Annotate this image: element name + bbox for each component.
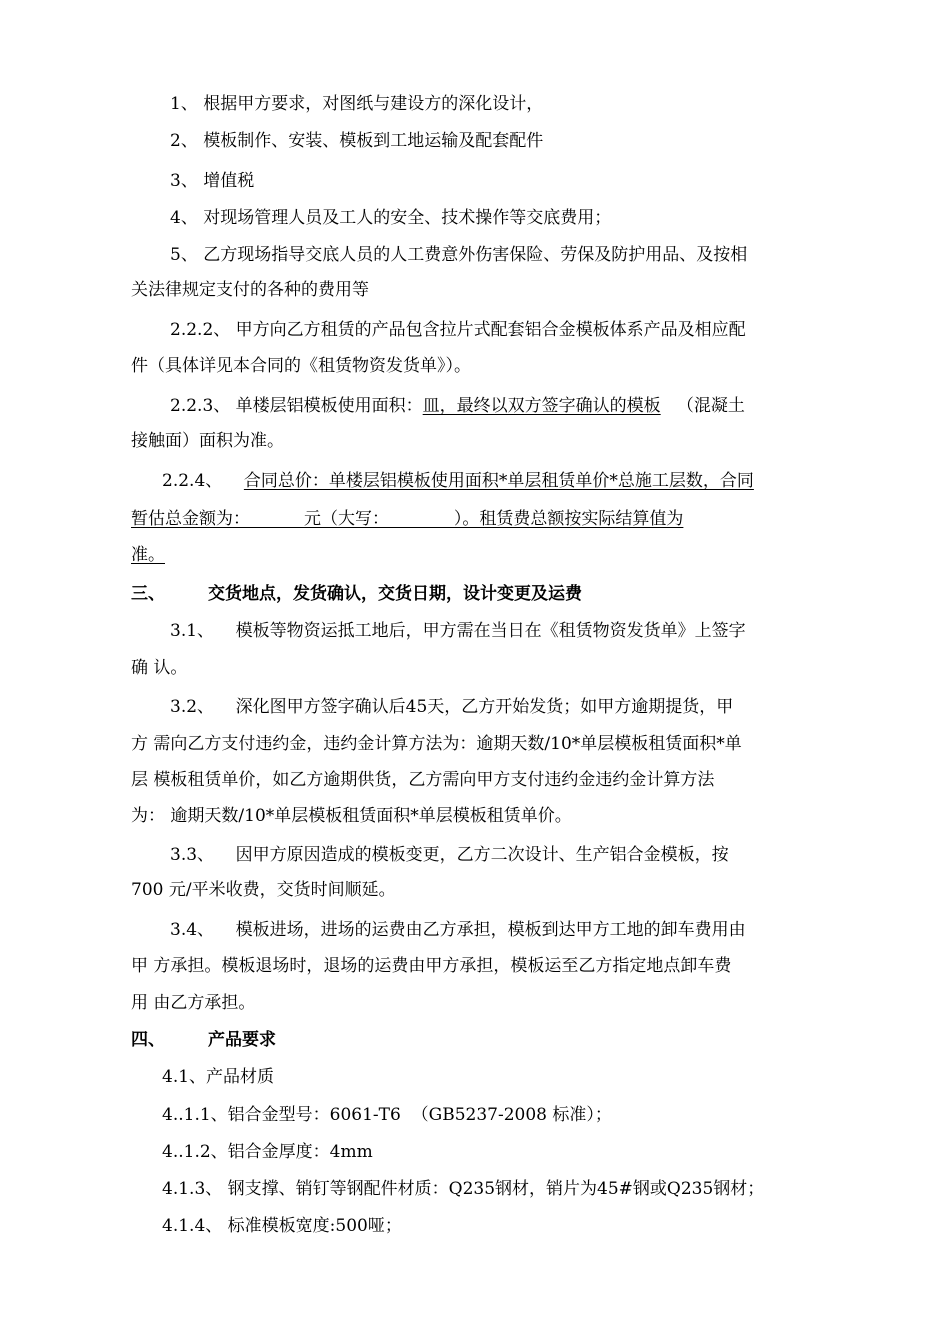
list-item-1: 1、 根据甲方要求，对图纸与建设方的深化设计， — [170, 94, 544, 114]
clause-2-2-2: 2.2.2、 甲方向乙方租赁的产品包含拉片式配套铝合金模板体系产品及相应配 — [170, 320, 746, 340]
section-4-number: 四、 — [131, 1030, 165, 1050]
list-item-3: 3、 增值税 — [170, 171, 255, 191]
section-3-heading: 交货地点，发货确认，交货日期，设计变更及运费 — [208, 584, 582, 604]
section-3-number: 三、 — [131, 584, 165, 604]
clause-3-4-cont-1: 甲 方承担。模板退场时，退场的运费由甲方承担，模板运至乙方指定地点卸车费 — [131, 956, 732, 976]
list-item-5-cont: 关法律规定支付的各种的费用等 — [131, 280, 369, 300]
clause-2-2-3-cont: 接触面）面积为准。 — [131, 431, 284, 451]
clause-3-1: 3.1、 模板等物资运抵工地后，甲方需在当日在《租赁物资发货单》上签字 — [170, 621, 746, 641]
clause-2-2-2-cont: 件（具体详见本合同的《租赁物资发货单》）。 — [131, 356, 471, 376]
clause-3-2-cont-3: 为： 逾期天数/10*单层模板租赁面积*单层模板租赁单价。 — [131, 806, 572, 826]
clause-4-1-2: 4..1.2、铝合金厚度：4mm — [162, 1142, 373, 1162]
clause-3-4-cont-2: 用 由乙方承担。 — [131, 993, 256, 1013]
clause-2-2-3 — [170, 395, 745, 417]
clause-2-2-4-text: 合同总价：单楼层铝模板使用面积*单层租赁单价*总施工层数，合同 — [243, 471, 754, 491]
clause-2-2-4-cont: 暂估总金额为： 元（大写： ）。租赁费总额按实际结算值为 — [131, 509, 684, 529]
clause-3-3-cont: 700 元/平米收费，交货时间顺延。 — [131, 880, 396, 900]
list-item-5: 5、 乙方现场指导交底人员的人工费意外伤害保险、劳保及防护用品、及按相 — [170, 245, 748, 265]
clause-4-1-1: 4..1.1、铝合金型号：6061-T6 （GB5237-2008 标准）； — [162, 1105, 612, 1125]
clause-2-2-4-number: 2.2.4、 — [162, 471, 223, 491]
clause-3-3: 3.3、 因甲方原因造成的模板变更，乙方二次设计、生产铝合金模板，按 — [170, 845, 729, 865]
clause-2-2-4 — [162, 470, 754, 492]
list-item-2: 2、 模板制作、安装、模板到工地运输及配套配件 — [170, 131, 544, 151]
clause-2-2-3-underlined: 皿，最终以双方签字确认的模板 — [422, 396, 661, 416]
clause-2-2-3-label: 2.2.3、 单楼层铝模板使用面积： — [170, 396, 423, 416]
list-item-4: 4、 对现场管理人员及工人的安全、技术操作等交底费用； — [170, 208, 612, 228]
clause-3-4: 3.4、 模板进场，进场的运费由乙方承担，模板到达甲方工地的卸车费用由 — [170, 920, 746, 940]
clause-2-2-3-tail: （混凝土 — [676, 396, 745, 416]
clause-2-2-4-end: 准。 — [131, 545, 165, 565]
section-4-heading: 产品要求 — [208, 1030, 276, 1050]
clause-3-2-cont-1: 方 需向乙方支付违约金，违约金计算方法为：逾期天数/10*单层模板租赁面积*单 — [131, 734, 742, 754]
clause-3-2-cont-2: 层 模板租赁单价，如乙方逾期供货，乙方需向甲方支付违约金违约金计算方法 — [131, 770, 715, 790]
clause-3-1-cont: 确 认。 — [131, 658, 188, 678]
clause-3-2: 3.2、 深化图甲方签字确认后45天，乙方开始发货；如甲方逾期提货，甲 — [170, 697, 734, 717]
clause-4-1: 4.1、产品材质 — [162, 1067, 275, 1087]
clause-4-1-4: 4.1.4、 标准模板宽度:500哑； — [162, 1216, 402, 1236]
clause-4-1-3: 4.1.3、 钢支撑、销钉等钢配件材质：Q235钢材，销片为45#钢或Q235钢材； — [162, 1179, 765, 1199]
